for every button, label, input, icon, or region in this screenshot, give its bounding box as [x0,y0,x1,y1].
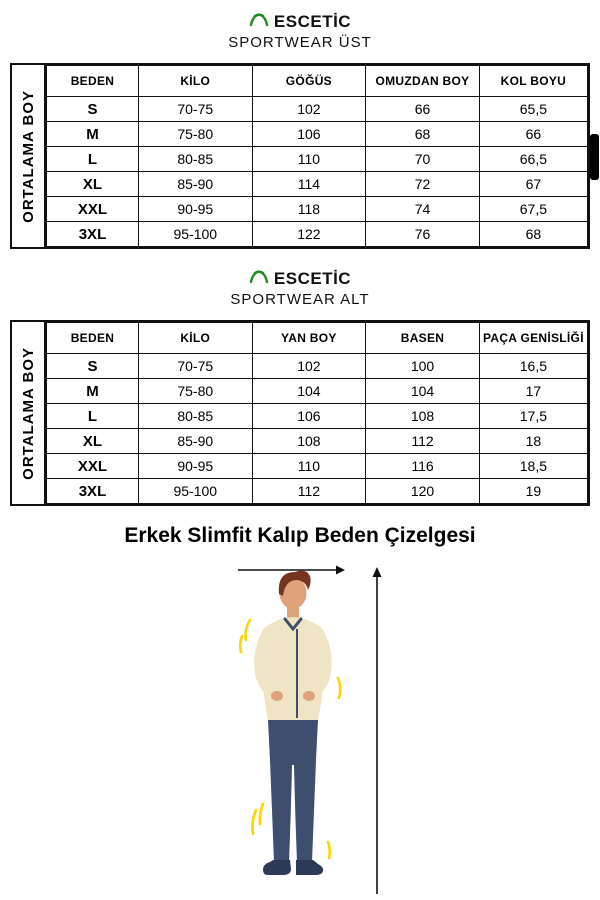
table-row [47,222,588,247]
value-cell: 18 [479,429,587,454]
size-cell: S [47,354,139,379]
column-header: BASEN [366,323,480,354]
value-cell: 85-90 [138,429,252,454]
column-header: KOL BOYU [479,66,587,97]
value-cell: 112 [366,429,480,454]
size-cell: 3XL [47,222,139,247]
value-cell: 80-85 [138,404,252,429]
value-cell: 80-85 [138,147,252,172]
size-cell: S [47,97,139,122]
value-cell: 16,5 [479,354,587,379]
value-cell: 114 [252,172,366,197]
column-header: BEDEN [47,323,139,354]
value-cell: 18,5 [479,454,587,479]
table-row [47,379,588,404]
table-row [47,197,588,222]
hand-right [303,691,315,701]
value-cell: 66 [479,122,587,147]
size-cell: 3XL [47,479,139,504]
value-cell: 67,5 [479,197,587,222]
value-cell: 17,5 [479,404,587,429]
column-header: KİLO [138,323,252,354]
brand-name: ESCETİC [273,269,352,288]
size-table-lower [46,322,588,504]
value-cell: 66,5 [479,147,587,172]
value-cell: 70-75 [138,354,252,379]
page-title: Erkek Slimfit Kalıp Beden Çizelgesi [124,524,476,547]
table-row [47,97,588,122]
value-cell: 122 [252,222,366,247]
right-edge-mark [590,134,599,180]
slimfit-man-figure [160,560,440,900]
value-cell: 70-75 [138,97,252,122]
value-cell: 90-95 [138,454,252,479]
value-cell: 68 [366,122,480,147]
brand-block-bottom [0,269,600,308]
value-cell: 95-100 [138,222,252,247]
value-cell: 95-100 [138,479,252,504]
shoe-left [263,860,291,875]
table-row [47,429,588,454]
table-row [47,122,588,147]
table-row [47,172,588,197]
table-subtitle-bottom: SPORTWEAR ALT [230,291,370,308]
value-cell: 116 [366,454,480,479]
header-row [47,323,588,354]
side-label-text: ORTALAMA BOY [19,346,37,480]
table-subtitle-top: SPORTWEAR ÜST [228,34,372,51]
man-illustration [160,560,440,900]
value-cell: 106 [252,404,366,429]
value-cell: 106 [252,122,366,147]
hand-left [271,691,283,701]
shoe-right [296,860,323,875]
value-cell: 70 [366,147,480,172]
man-figure [240,571,340,875]
column-header: BEDEN [47,66,139,97]
size-cell: XL [47,429,139,454]
side-label-lower [12,322,46,504]
brand-name: ESCETİC [273,12,352,31]
brand-logo-icon [249,269,269,289]
brand-line [0,269,600,289]
value-cell: 66 [366,97,480,122]
table-body [47,97,588,247]
value-cell: 118 [252,197,366,222]
column-header: OMUZDAN BOY [366,66,480,97]
brand-line [0,12,600,32]
brand-logo-icon [249,12,269,32]
column-header: YAN BOY [252,323,366,354]
value-cell: 67 [479,172,587,197]
value-cell: 112 [252,479,366,504]
table-row [47,354,588,379]
column-header: PAÇA GENİSLİĞİ [479,323,587,354]
value-cell: 90-95 [138,197,252,222]
value-cell: 76 [366,222,480,247]
value-cell: 17 [479,379,587,404]
value-cell: 104 [252,379,366,404]
table-body [47,354,588,504]
table-row [47,404,588,429]
value-cell: 120 [366,479,480,504]
value-cell: 65,5 [479,97,587,122]
brand-block-top [0,0,600,51]
value-cell: 108 [252,429,366,454]
value-cell: 104 [366,379,480,404]
side-label-upper [12,65,46,247]
size-cell: XXL [47,454,139,479]
pants [268,720,318,862]
value-cell: 110 [252,454,366,479]
size-table-upper-wrap [10,63,590,249]
size-cell: M [47,379,139,404]
table-row [47,147,588,172]
value-cell: 108 [366,404,480,429]
value-cell: 110 [252,147,366,172]
value-cell: 19 [479,479,587,504]
value-cell: 100 [366,354,480,379]
value-cell: 74 [366,197,480,222]
column-header: KİLO [138,66,252,97]
value-cell: 102 [252,354,366,379]
header-row [47,66,588,97]
size-table-upper [46,65,588,247]
side-label-text: ORTALAMA BOY [19,89,37,223]
size-cell: XL [47,172,139,197]
value-cell: 75-80 [138,379,252,404]
value-cell: 102 [252,97,366,122]
table-row [47,454,588,479]
size-table-lower-wrap [10,320,590,506]
size-cell: L [47,404,139,429]
size-cell: XXL [47,197,139,222]
size-cell: M [47,122,139,147]
column-header: GÖĞÜS [252,66,366,97]
size-cell: L [47,147,139,172]
value-cell: 75-80 [138,122,252,147]
shirt-torso [261,617,325,720]
value-cell: 72 [366,172,480,197]
value-cell: 68 [479,222,587,247]
table-row [47,479,588,504]
value-cell: 85-90 [138,172,252,197]
height-arrow-icon [373,567,382,894]
